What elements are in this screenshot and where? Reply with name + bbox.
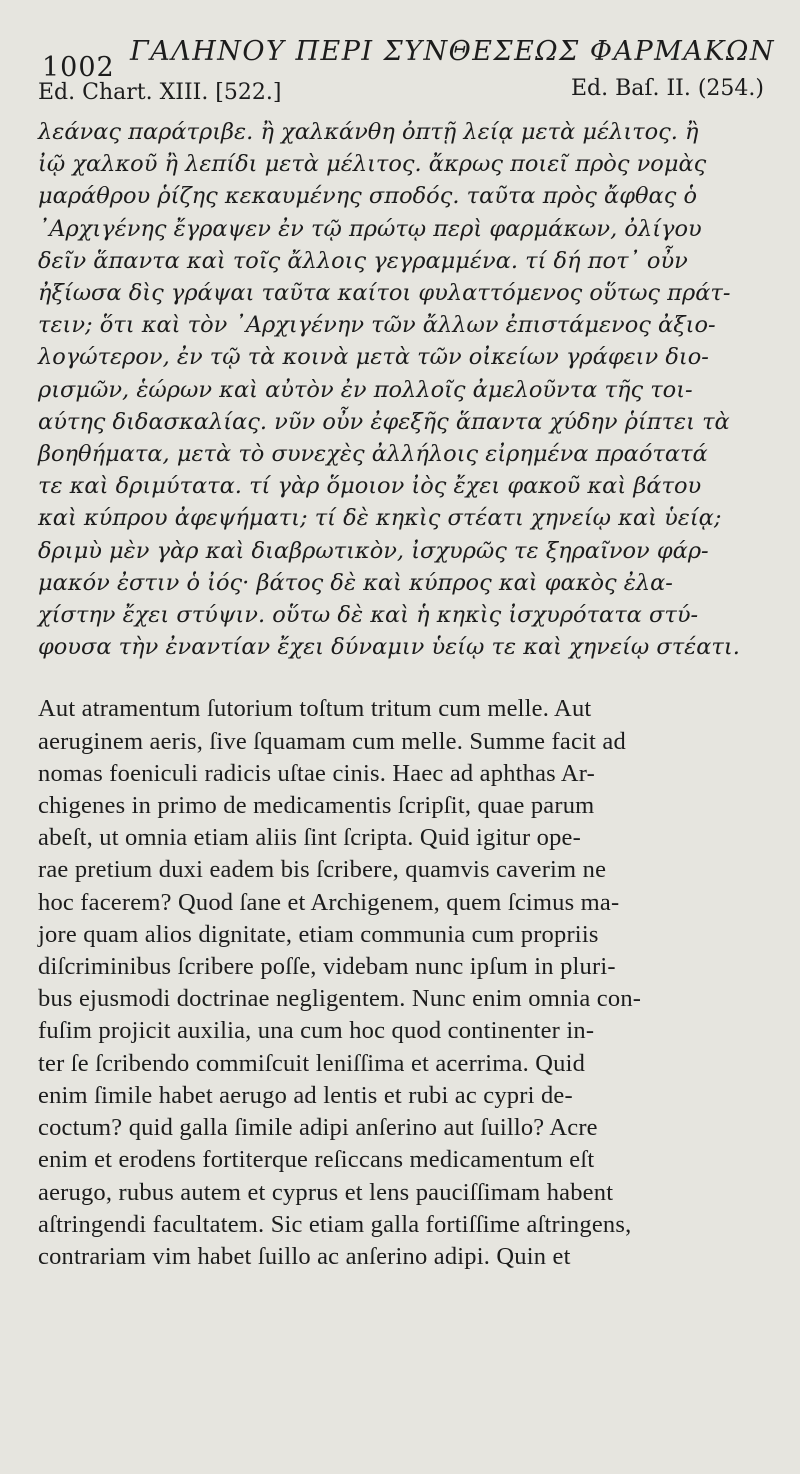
greek-text-line: βοηθήματα, μετὰ τὸ συνεχὲς ἀλλήλοις εἰρημένα πραότατά [38,441,708,468]
latin-text-line: rae pretium duxi eadem bis ſcribere, quamvis caverim ne [38,856,607,884]
edition-basel: Ed. Baſ. II. (254.) [570,76,764,101]
latin-text-line: fuſim projicit auxilia, una cum hoc quod continenter in- [38,1017,595,1045]
latin-text-line: aerugo, rubus autem et cyprus et lens pauciſſimam habent [38,1178,614,1206]
greek-text-line: καὶ κύπρου ἀφεψήματι; τί δὲ κηκὶς στέατι χηνείῳ καὶ ὑείᾳ; [38,505,722,532]
greek-text-line: τειν; ὅτι καὶ τὸν ᾿Αρχιγένην τῶν ἄλλων ἐπιστάμενος ἀξιο- [38,312,716,339]
greek-text-line: ἰῷ χαλκοῦ ἢ λεπίδι μετὰ μέλιτος. ἄκρως ποιεῖ πρὸς νομὰς [38,151,707,178]
latin-text-line: nomas foeniculi radicis uſtae cinis. Haec ad aphthas Ar- [38,759,596,787]
greek-text-line: δεῖν ἅπαντα καὶ τοῖς ἄλλοις γεγραμμένα. τί δή ποτ᾿ οὖν [38,247,688,274]
latin-text-line: ter ſe ſcribendo commiſcuit leniſſima et acerrima. Quid [38,1049,586,1077]
edition-references [38,76,770,112]
greek-text-line: ᾿Αρχιγένης ἔγραψεν ἐν τῷ πρώτῳ περὶ φαρμάκων, ὀλίγου [38,215,702,242]
greek-text-line: χίστην ἔχει στύψιν. οὕτω δὲ καὶ ἡ κηκὶς ἰσχυρότατα στύ- [38,602,699,629]
greek-text-line: μακόν ἐστιν ὁ ἰός· βάτος δὲ καὶ κύπρος καὶ φακὸς ἐλα- [38,569,673,596]
greek-text-line: δριμὺ μὲν γὰρ καὶ διαβρωτικὸν, ἰσχυρῶς τε ξηραῖνον φάρ- [38,537,709,564]
greek-text-line: ἠξίωσα δὶς γράψαι ταῦτα καίτοι φυλαττόμενος οὕτως πράτ- [38,280,731,307]
page-number: 1002 [42,52,115,83]
page-header [38,28,775,83]
greek-text-line: τε καὶ δριμύτατα. τί γὰρ ὅμοιον ἰὸς ἔχει φακοῦ καὶ βάτου [38,473,702,500]
latin-text-line: enim ſimile habet aerugo ad lentis et rubi ac cypri de- [38,1081,573,1109]
edition-chartier: Ed. Chart. XIII. [522.] [38,80,282,105]
latin-text-line: aeruginem aeris, ſive ſquamam cum melle. Summe facit ad [38,727,626,755]
latin-text-line: chigenes in primo de medicamentis ſcripſit, quae parum [38,792,595,820]
latin-text-line: abeſt, ut omnia etiam aliis ſint ſcripta. Quid igitur ope- [38,824,581,852]
latin-text-line: diſcriminibus ſcribere poſſe, videbam nunc ipſum in pluri- [38,953,616,981]
greek-text-line: λεάνας παράτριβε. ἢ χαλκάνθη ὀπτῇ λείᾳ μετὰ μέλιτος. ἢ [38,119,699,145]
greek-text-line: φουσα τὴν ἐναντίαν ἔχει δύναμιν ὑείῳ τε καὶ χηνείῳ στέατι. [38,634,740,661]
latin-text-line: hoc facerem? Quod ſane et Archigenem, quem ſcimus ma- [38,888,620,916]
latin-text-line: enim et erodens fortiterque reſiccans medicamentum eſt [38,1146,595,1174]
latin-text-line: coctum? quid galla ſimile adipi anſerino aut ſuillo? Acre [38,1114,598,1142]
latin-text-line: jore quam alios dignitate, etiam communia cum propriis [38,920,599,948]
latin-text-line: bus ejusmodi doctrinae negligentem. Nunc enim omnia con- [38,985,642,1013]
greek-text-block [38,116,770,663]
greek-text-line: λογώτερον, ἐν τῷ τὰ κοινὰ μετὰ τῶν οἰκείων γράφειν διο- [38,344,709,371]
greek-text-line: ρισμῶν, ἑώρων καὶ αὐτὸν ἐν πολλοῖς ἀμελοῦντα τῆς τοι- [38,376,693,403]
latin-text-block [38,693,770,1273]
greek-text-line: μαράθρου ῥίζης κεκαυμένης σποδός. ταῦτα πρὸς ἄφθας ὁ [38,183,698,210]
latin-text-line: contrariam vim habet ſuillo ac anſerino adipi. Quin et [38,1242,571,1270]
running-title: ΓΑΛΗΝΟΥ ΠΕΡΙ ΣΥΝΘΕΣΕΩΣ ΦΑΡΜΑΚΩΝ [130,36,775,67]
latin-text-line: Aut atramentum ſutorium toſtum tritum cum melle. Aut [38,695,592,723]
latin-text-line: aſtringendi facultatem. Sic etiam galla fortiſſime aſtringens, [38,1210,632,1238]
greek-text-line: αύτης διδασκαλίας. νῦν οὖν ἐφεξῆς ἅπαντα χύδην ῥίπτει τὰ [38,408,730,435]
